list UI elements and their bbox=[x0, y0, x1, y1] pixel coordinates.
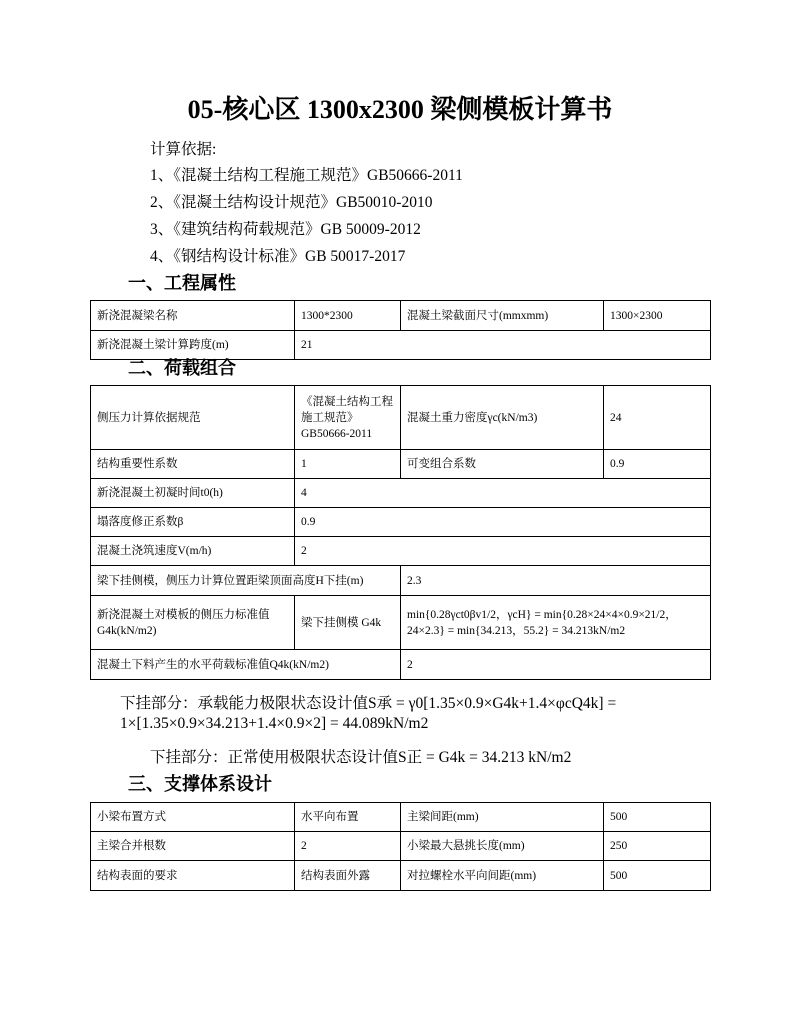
table-row bbox=[91, 566, 711, 596]
cell-label: 塌落度修正系数β bbox=[91, 508, 295, 537]
cell-value: 500 bbox=[604, 861, 711, 891]
basis-item-1: 1、《混凝土结构工程施工规范》GB50666-2011 bbox=[150, 167, 463, 184]
cell-value: 4 bbox=[295, 479, 711, 508]
cell-value: 1300*2300 bbox=[295, 301, 401, 331]
cell-label: 主梁间距(mm) bbox=[401, 803, 604, 832]
cell-value: 0.9 bbox=[295, 508, 711, 537]
cell-label: 混凝土下料产生的水平荷载标准值Q4k(kN/m2) bbox=[91, 650, 401, 680]
document-title: 05-核心区 1300x2300 梁侧模板计算书 bbox=[187, 95, 613, 124]
cell-value: 《混凝土结构工程施工规范》GB50666-2011 bbox=[295, 386, 401, 450]
table-row bbox=[91, 537, 711, 566]
section-heading-support: 三、支撑体系设计 bbox=[128, 774, 272, 795]
cell-label: 新浇混凝土初凝时间t0(h) bbox=[91, 479, 295, 508]
basis-item-3: 3、《建筑结构荷载规范》GB 50009-2012 bbox=[150, 221, 421, 238]
cell-value: 1 bbox=[295, 450, 401, 479]
cell-label: 小梁最大悬挑长度(mm) bbox=[401, 832, 604, 861]
cell-label: 新浇混凝梁名称 bbox=[91, 301, 295, 331]
table-row bbox=[91, 803, 711, 832]
cell-value: 结构表面外露 bbox=[295, 861, 401, 891]
table-row bbox=[91, 508, 711, 537]
cell-label: 结构重要性系数 bbox=[91, 450, 295, 479]
cell-value: 2 bbox=[295, 832, 401, 861]
basis-item-4: 4、《钢结构设计标准》GB 50017-2017 bbox=[150, 248, 406, 265]
support-system-table bbox=[90, 802, 711, 891]
section-heading-project: 一、工程属性 bbox=[128, 273, 236, 294]
table-row bbox=[91, 331, 711, 360]
cell-value: 水平向布置 bbox=[295, 803, 401, 832]
cell-label: 可变组合系数 bbox=[401, 450, 604, 479]
project-properties-table bbox=[90, 300, 711, 360]
cell-value: 250 bbox=[604, 832, 711, 861]
table-row bbox=[91, 832, 711, 861]
cell-label: 结构表面的要求 bbox=[91, 861, 295, 891]
cell-label: 小梁布置方式 bbox=[91, 803, 295, 832]
cell-value: 500 bbox=[604, 803, 711, 832]
cell-label: 混凝土梁截面尺寸(mmxmm) bbox=[401, 301, 604, 331]
section-heading-load: 二、荷载组合 bbox=[128, 358, 236, 379]
cell-value: 1300×2300 bbox=[604, 301, 711, 331]
cell-label: 侧压力计算依据规范 bbox=[91, 386, 295, 450]
cell-formula: min{0.28γct0βv1/2，γcH} = min{0.28×24×4×0.9×21/2，24×2.3} = min{34.213，55.2} = 34.213kN/m2 bbox=[401, 596, 711, 650]
table-row bbox=[91, 861, 711, 891]
cell-value: 21 bbox=[295, 331, 711, 360]
cell-label: 新浇混凝土梁计算跨度(m) bbox=[91, 331, 295, 360]
basis-item-2: 2、《混凝土结构设计规范》GB50010-2010 bbox=[150, 194, 433, 211]
table-row bbox=[91, 650, 711, 680]
ultimate-limit-state-paragraph: 下挂部分：承载能力极限状态设计值S承 = γ0[1.35×0.9×G4k+1.4×φcQ4k] = 1×[1.35×0.9×34.213+1.4×0.9×2] = 44.089kN/m2 bbox=[120, 695, 617, 732]
cell-value: 24 bbox=[604, 386, 711, 450]
cell-value: 2 bbox=[295, 537, 711, 566]
cell-sublabel: 梁下挂侧模 G4k bbox=[295, 596, 401, 650]
cell-value: 0.9 bbox=[604, 450, 711, 479]
cell-value: 2.3 bbox=[401, 566, 711, 596]
load-combination-table bbox=[90, 385, 711, 680]
cell-value: 2 bbox=[401, 650, 711, 680]
table-row bbox=[91, 301, 711, 331]
table-row bbox=[91, 596, 711, 650]
cell-label: 梁下挂侧模，侧压力计算位置距梁顶面高度H下挂(m) bbox=[91, 566, 401, 596]
table-row bbox=[91, 386, 711, 450]
cell-label: 对拉螺栓水平向间距(mm) bbox=[401, 861, 604, 891]
basis-heading: 计算依据: bbox=[150, 141, 217, 158]
cell-label: 混凝土重力密度γc(kN/m3) bbox=[401, 386, 604, 450]
cell-label: 混凝土浇筑速度V(m/h) bbox=[91, 537, 295, 566]
table-row bbox=[91, 479, 711, 508]
cell-label: 主梁合并根数 bbox=[91, 832, 295, 861]
cell-label: 新浇混凝土对模板的侧压力标准值G4k(kN/m2) bbox=[91, 596, 295, 650]
serviceability-limit-state-paragraph: 下挂部分：正常使用极限状态设计值S正 = G4k = 34.213 kN/m2 bbox=[150, 749, 572, 766]
table-row bbox=[91, 450, 711, 479]
